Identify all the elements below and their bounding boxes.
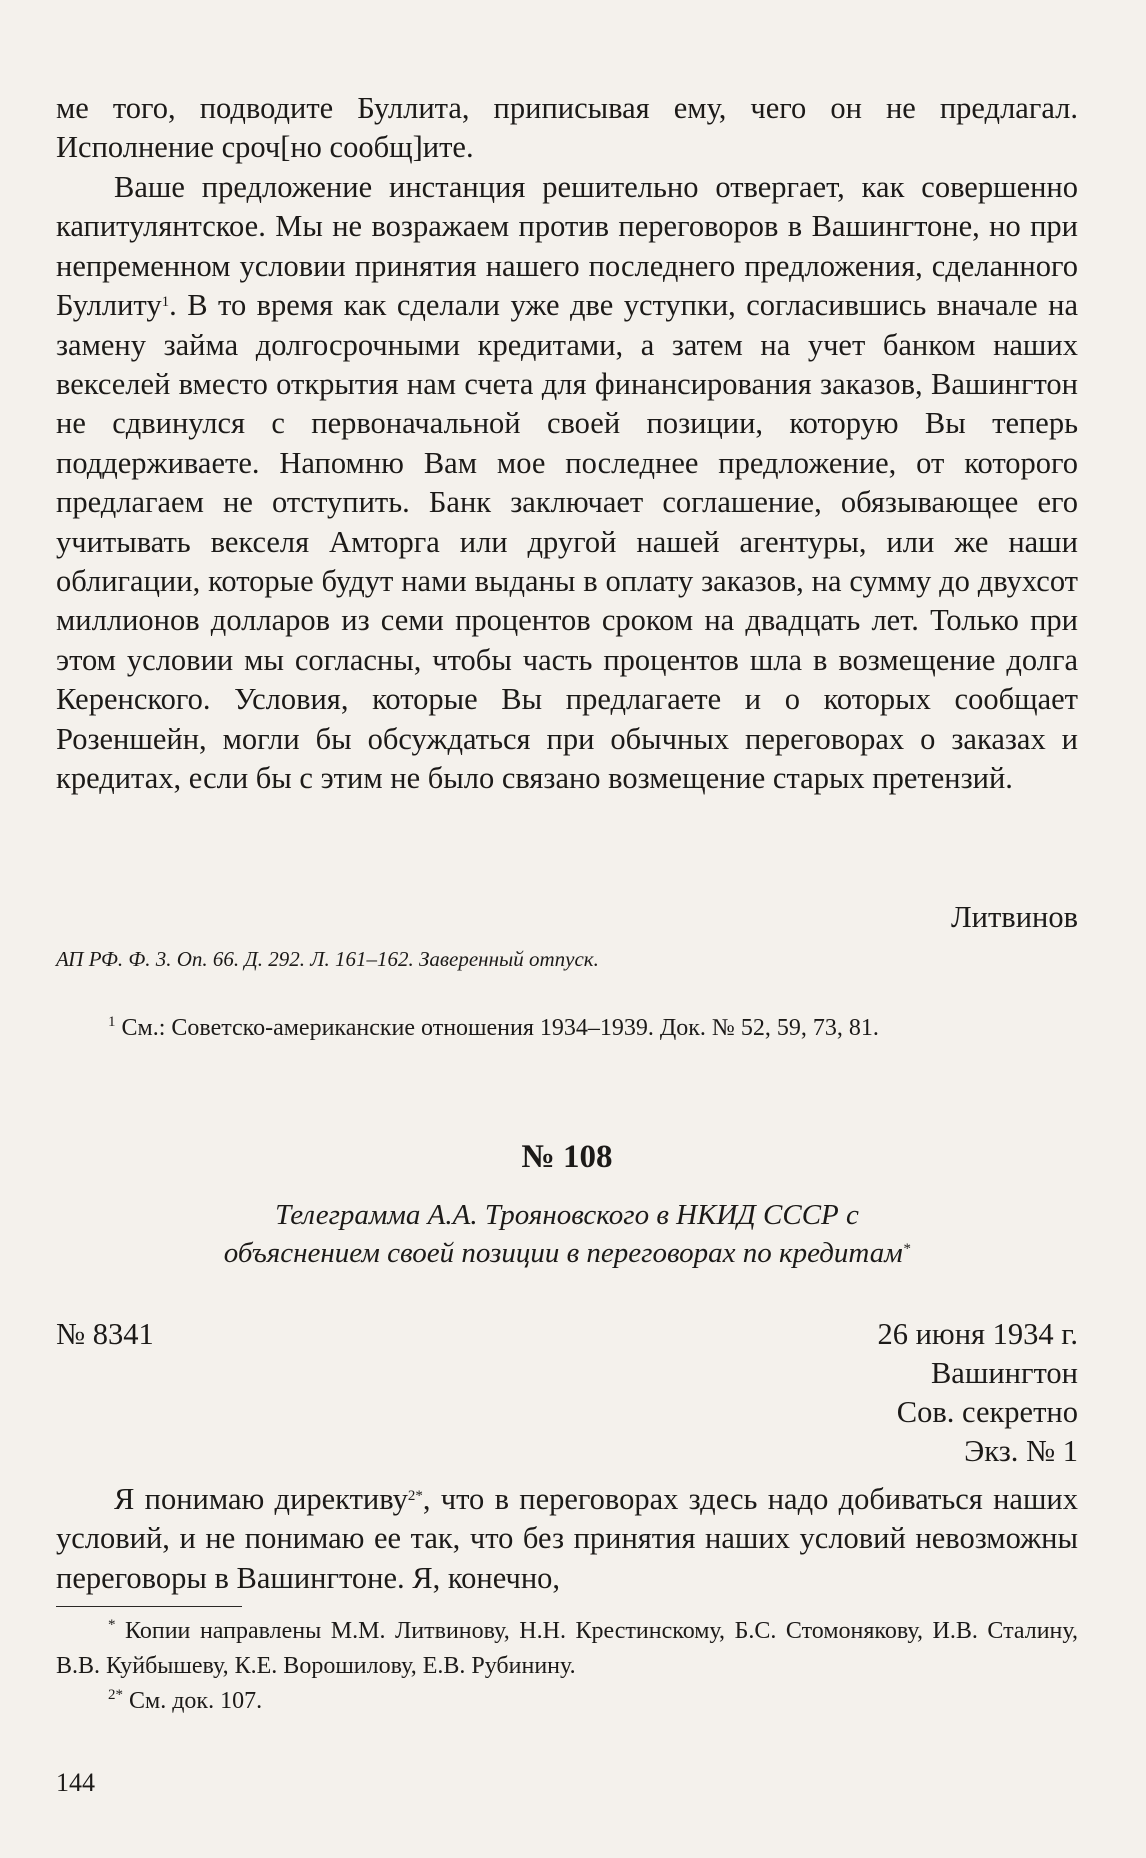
- document-place: Вашингтон: [930, 1356, 1078, 1390]
- document-date: 26 июня 1934 г.: [877, 1317, 1078, 1351]
- document-title: [196, 1196, 938, 1272]
- footnote-copies-text: Копии направлены М.М. Литвинову, Н.Н. Крестинскому, Б.С. Стомонякову, И.В. Сталину, В.В. Куйбышеву, К.Е. Ворошилову, Е.В. Рубинину.: [56, 1618, 1078, 1679]
- main-paragraph-text-end: . В то время как сделали уже две уступки, согласившись вначале на замену займа долгосрочными кредитами, а затем на учет банком наших векселей вместо открытия нам счета для финансирования заказов, Вашингтон не сдвинулся с первоначальной своей позиции, которую Вы теперь поддерживаете. Напомню Вам мое последнее предложение, от которого предлагаем не отступить. Банк заключает соглашение, обязывающее его учитывать векселя Амторга или другой нашей агентуры, или же наши облигации, которые будут нами выданы в оплату заказов, на сумму до двухсот миллионов долларов из семи процентов сроком на двадцать лет. Только при этом условии мы согласны, чтобы часть процентов шла в возмещение долга Керенского. Условия, которые Вы предлагаете и о которых сообщает Розеншейн, могли бы обсуждаться при обычных переговорах о заказах и кредитах, если бы с этим не было связано возмещение старых претензий.: [56, 288, 1078, 796]
- footnote-copies-marker: *: [108, 1617, 116, 1633]
- telegram-number: № 8341: [56, 1317, 154, 1351]
- continuation-paragraph: ме того, подводите Буллита, приписывая ему, чего он не предлагал. Исполнение сроч[но сообщ]ите.: [56, 91, 1078, 165]
- footnote-1-marker: 1: [108, 1014, 116, 1030]
- document-header-info: [877, 1315, 1078, 1471]
- document-title-note-marker: *: [902, 1241, 911, 1257]
- footnote-divider: [56, 1606, 242, 1607]
- footnote-copies: [56, 1614, 1078, 1684]
- footnote-1-reference: 1: [161, 294, 170, 311]
- telegram-paragraph-text-end: , что в переговорах здесь надо добиваться наших условий, и не понимаю ее так, что без принятия наших условий невозможны переговоры в Вашингтоне. Я, конечно,: [56, 1482, 1078, 1595]
- archive-reference: АП РФ. Ф. 3. Оп. 66. Д. 292. Л. 161–162. Заверенный отпуск.: [56, 947, 599, 971]
- footnote-1-text: См.: Советско-американские отношения 1934–1939. Док. № 52, 59, 73, 81.: [115, 1015, 879, 1041]
- footnote-directive: [56, 1684, 1078, 1719]
- footnote-directive-marker: 2*: [108, 1687, 123, 1703]
- document-number: № 108: [521, 1139, 613, 1175]
- page-number: 144: [56, 1768, 95, 1797]
- main-paragraph: [56, 168, 1078, 799]
- telegram-paragraph: [56, 1480, 1078, 1598]
- document-title-text: Телеграмма А.А. Трояновского в НКИД СССР с объяснением своей позиции в переговорах по кредитам: [223, 1199, 903, 1269]
- main-paragraph-text-start: Ваше предложение инстанция решительно отвергает, как совершенно капитулянтское. Мы не возражаем против переговоров в Вашингтоне, но при непременном условии принятия нашего последнего предложения, сделанного Буллиту: [56, 170, 1078, 323]
- document-copy-number: Экз. № 1: [964, 1434, 1078, 1468]
- document-classification: Сов. секретно: [896, 1395, 1078, 1429]
- signature: Литвинов: [950, 900, 1078, 934]
- footnote-directive-text: См. док. 107.: [123, 1688, 263, 1714]
- telegram-paragraph-text-start: Я понимаю директиву: [114, 1482, 408, 1516]
- footnote-directive-reference: 2*: [407, 1488, 423, 1504]
- footnote-1: [56, 1011, 1078, 1046]
- book-page: [56, 0, 1078, 1858]
